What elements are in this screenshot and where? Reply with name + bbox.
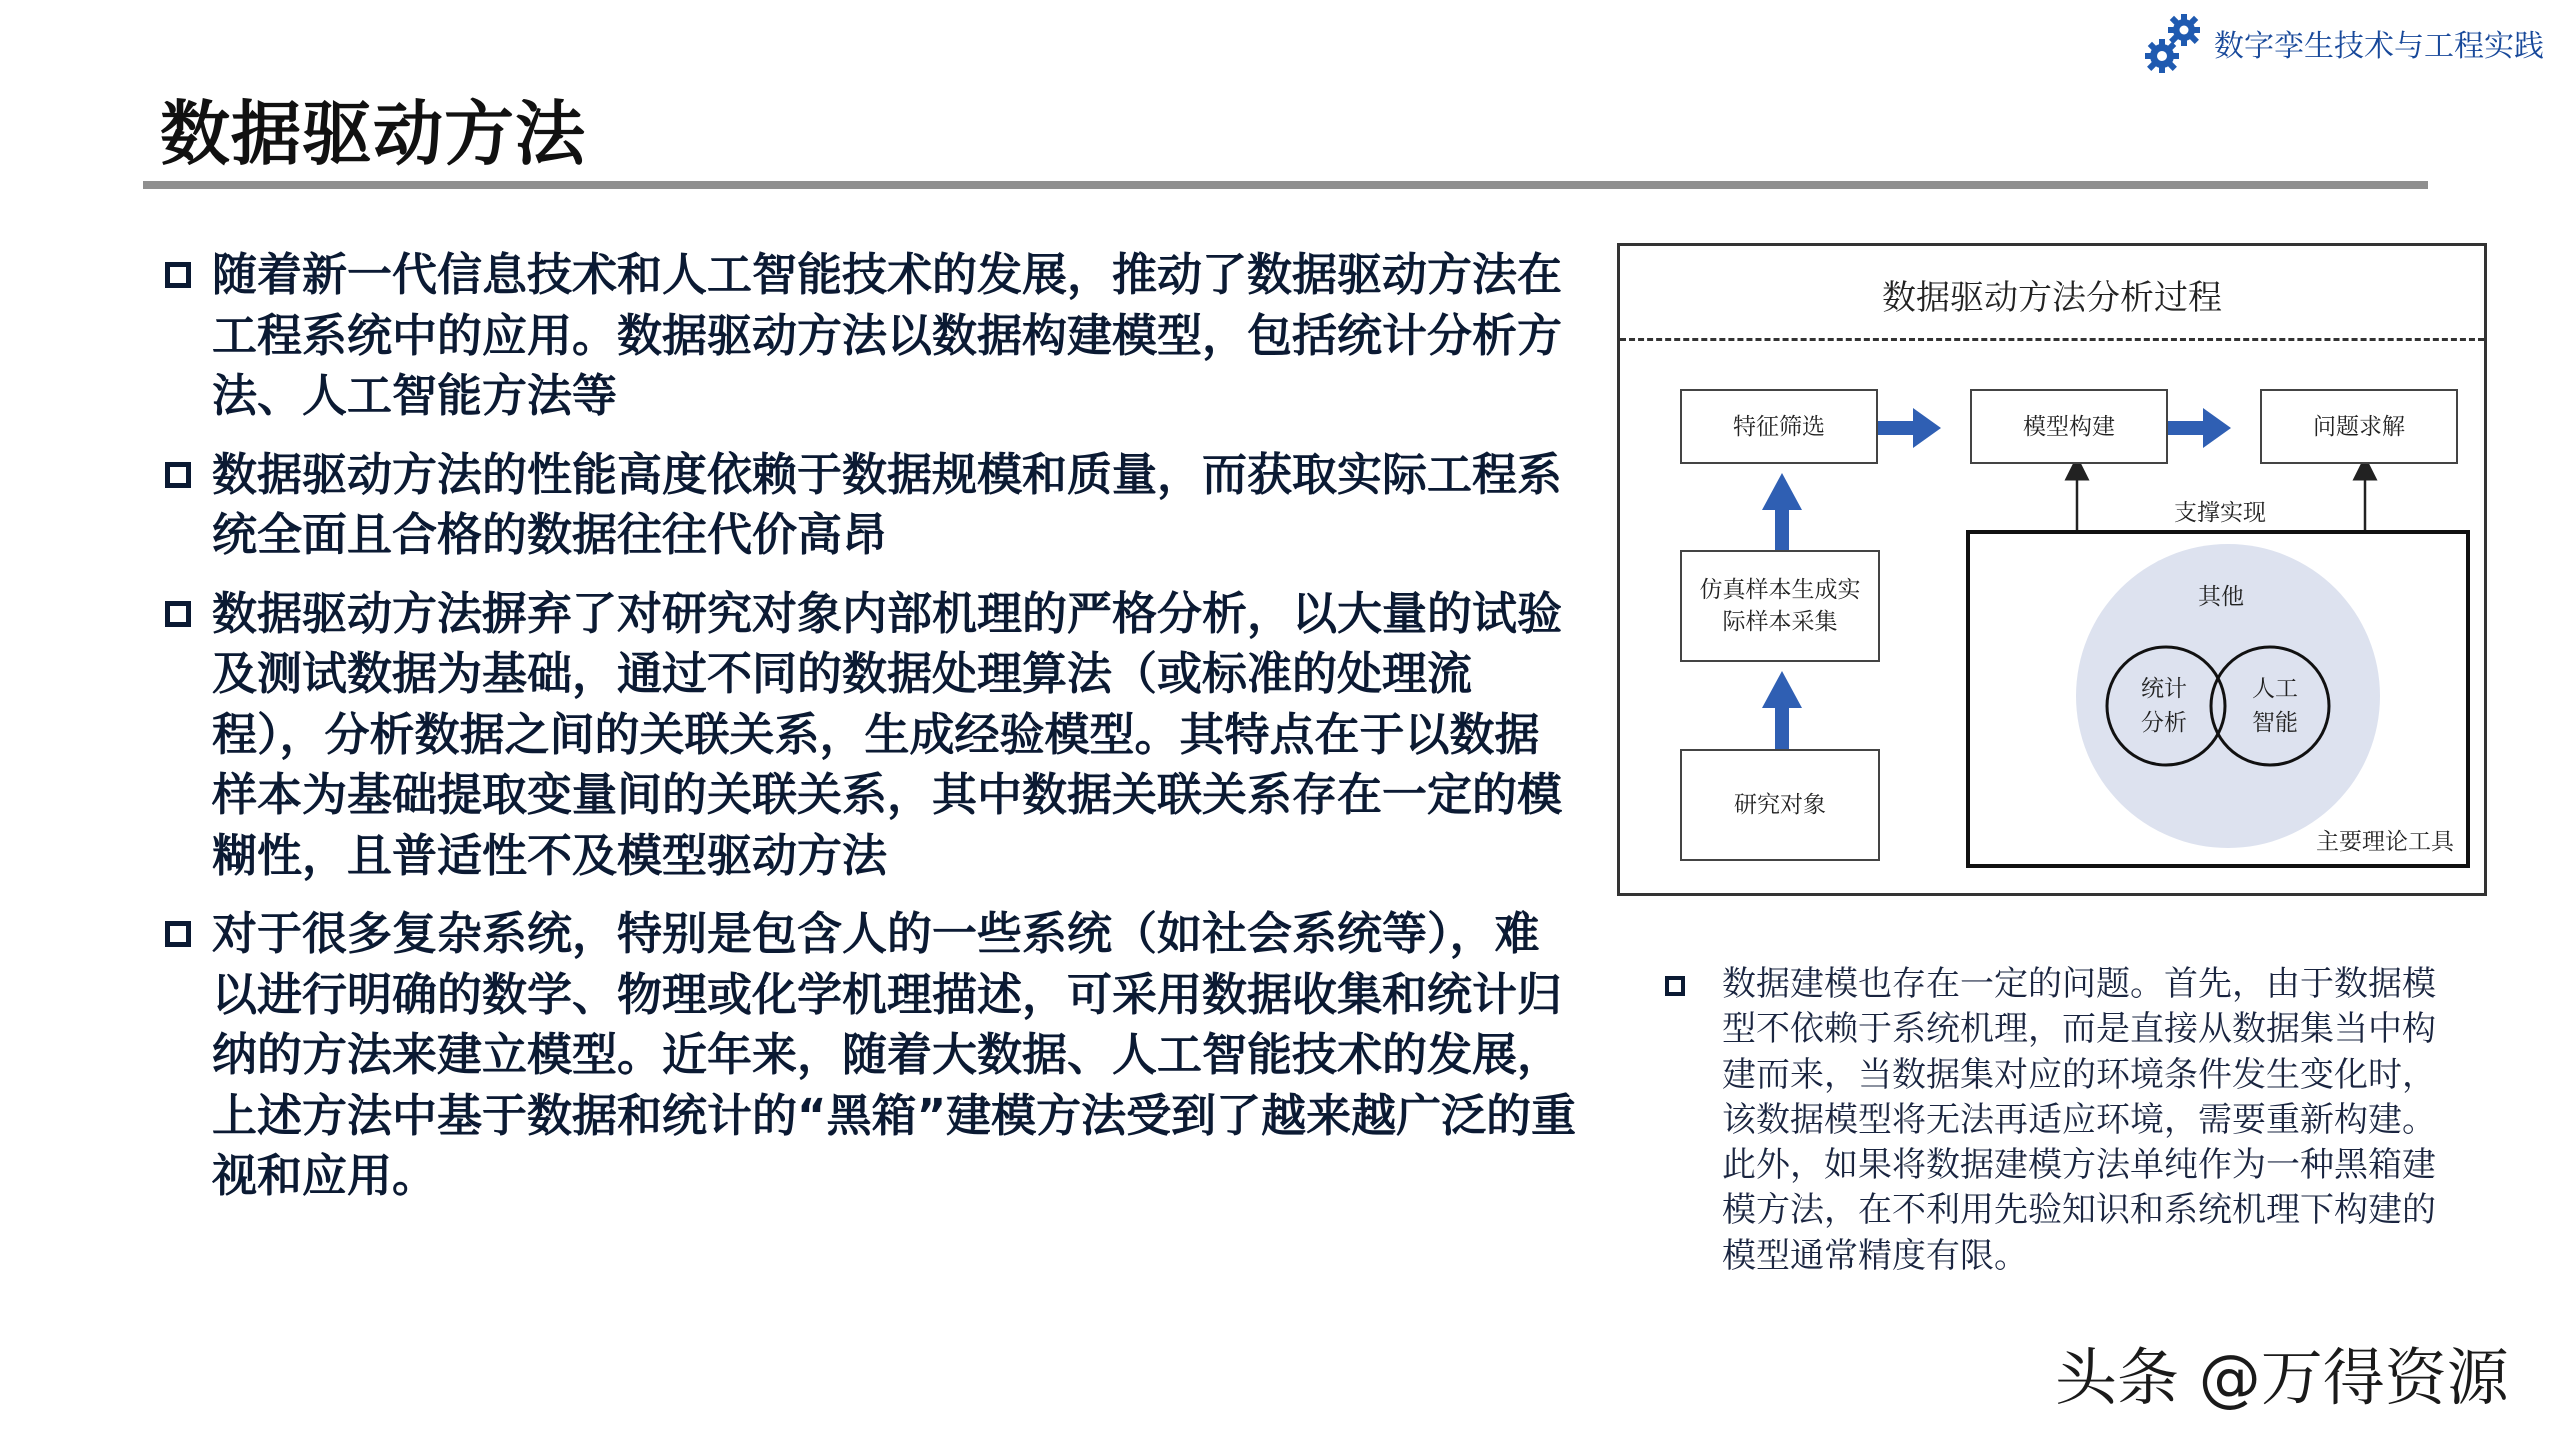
arrow-feature-to-model [1878, 408, 1941, 448]
square-bullet-icon [1665, 976, 1685, 996]
arrow-object-to-sampling [1762, 671, 1802, 749]
support-label: 支撑实现 [2174, 500, 2266, 526]
bullet-item [160, 245, 1580, 427]
bullet-item [160, 904, 1580, 1207]
brand-text: 数字孪生技术与工程实践 [2214, 29, 2544, 64]
process-diagram [1617, 243, 2487, 896]
arrow-sampling-to-feature [1762, 473, 1802, 550]
watermark: 头条 @万得资源 [2055, 1341, 2509, 1414]
bullet-text: 数据驱动方法摒弃了对研究对象内部机理的严格分析，以大量的试验及测试数据为基础，通过不同的数据处理算法（或标准的处理流程），分析数据之间的关联关系，生成经验模型。其特点在于以数据样本为基础提取变量间的关联关系，其中数据关联关系存在一定的模糊性，且普适性不及模型驱动方法 [212, 586, 1563, 882]
tools-label: 主要理论工具 [2316, 829, 2454, 855]
node-problem-solving: 问题求解 [2260, 389, 2458, 464]
theory-tools-box [1966, 530, 2470, 868]
page-title: 数据驱动方法 [160, 93, 586, 175]
node-sampling: 仿真样本生成实际样本采集 [1680, 550, 1880, 662]
square-bullet-icon [165, 921, 191, 947]
bullet-item [160, 445, 1580, 566]
bullet-text: 对于很多复杂系统，特别是包含人的一些系统（如社会系统等），难以进行明确的数学、物理或化学机理描述，可采用数据收集和统计归纳的方法来建立模型。近年来，随着大数据、人工智能技术的发展，上述方法中基于数据和统计的“黑箱”建模方法受到了越来越广泛的重视和应用。 [212, 907, 1577, 1202]
bullet-list [160, 245, 1580, 1225]
title-divider [143, 181, 2428, 189]
square-bullet-icon [165, 262, 191, 288]
square-bullet-icon [165, 462, 191, 488]
circle-other-label: 其他 [2198, 584, 2244, 610]
arrow-model-to-problem [2168, 408, 2231, 448]
diagram-title: 数据驱动方法分析过程 [1882, 278, 2222, 318]
node-model-building: 模型构建 [1970, 389, 2168, 464]
gears-icon [2140, 8, 2210, 78]
circle-ai-label: 人工智能 [2252, 676, 2298, 736]
circle-stats-label: 统计分析 [2141, 676, 2187, 736]
brand [2140, 8, 2560, 78]
square-bullet-icon [165, 601, 191, 627]
note-text: 数据建模也存在一定的问题。首先，由于数据模型不依赖于系统机理，而是直接从数据集当中构建而来，当数据集对应的环境条件发生变化时，该数据模型将无法再适应环境，需要重新构建。此外，如果将数据建模方法单纯作为一种黑箱建模方法，在不利用先验知识和系统机理下构建的模型通常精度有限。 [1722, 964, 2436, 1276]
node-feature-selection: 特征筛选 [1680, 389, 1878, 464]
node-research-object: 研究对象 [1680, 749, 1880, 861]
bullet-text: 随着新一代信息技术和人工智能技术的发展，推动了数据驱动方法在工程系统中的应用。数据驱动方法以数据构建模型，包括统计分析方法、人工智能方法等 [212, 248, 1563, 422]
bullet-item [160, 584, 1580, 887]
bullet-text: 数据驱动方法的性能高度依赖于数据规模和质量，而获取实际工程系统全面且合格的数据往往代价高昂 [212, 447, 1563, 561]
